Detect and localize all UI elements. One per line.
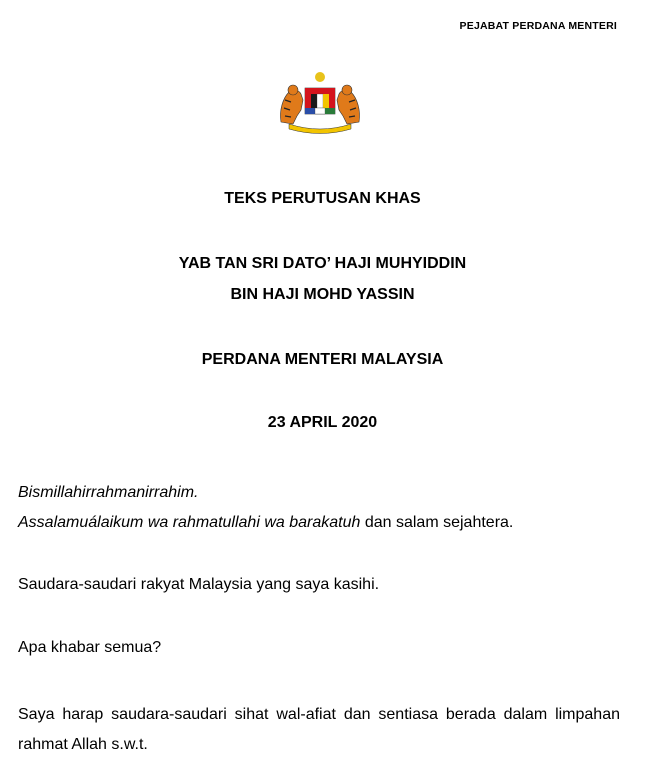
question-paragraph: Apa khabar semua? [18,639,162,656]
greeting-paragraph: Saudara-saudari rakyat Malaysia yang saya kasihi. [18,576,380,593]
document-heading: TEKS PERUTUSAN KHAS [224,190,421,207]
office-header: PEJABAT PERDANA MENTERI [459,20,617,32]
salam-rest: dan salam sejahtera. [360,514,514,531]
salam-italic: Assalamuálaikum wa rahmatullahi wa barakatuh [18,514,361,531]
wish-paragraph: Saya harap saudara-saudari sihat wal-afiat dan sentiasa berada dalam limpahan rahmat Allah s.w.t. [18,706,620,753]
malaysia-coat-of-arms-icon [275,70,365,136]
speech-date: 23 APRIL 2020 [267,414,378,431]
opening-paragraph [18,478,620,538]
speaker-position: PERDANA MENTERI MALAYSIA [201,351,444,368]
speaker-name-line1: YAB TAN SRI DATO’ HAJI MUHYIDDIN [178,255,467,272]
bismillah-line: Bismillahirrahmanirrahim. [18,484,199,501]
speaker-name-line2: BIN HAJI MOHD YASSIN [230,286,415,303]
